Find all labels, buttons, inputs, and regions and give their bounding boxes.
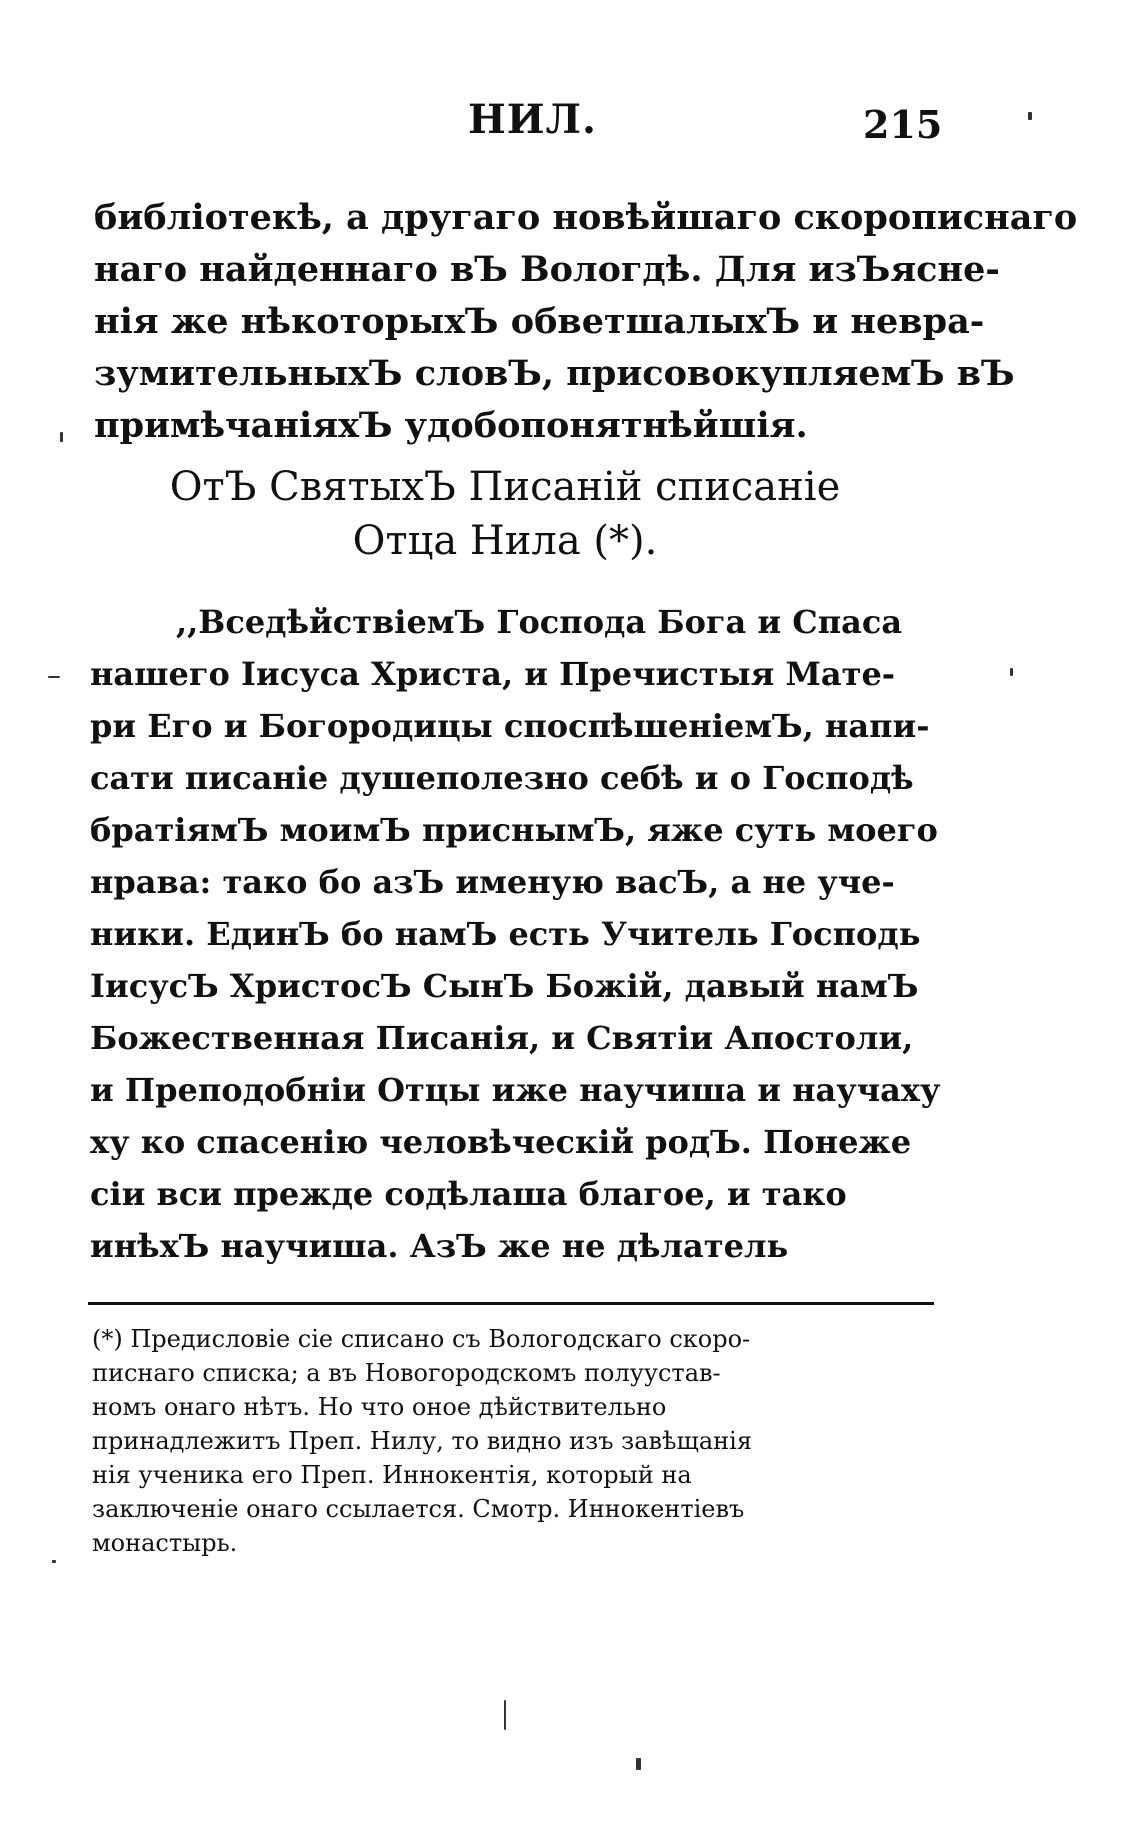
body-line: Божественная Писанія, и Святіи Апостоли, <box>90 1019 914 1057</box>
body-line: и Преподобніи Отцы иже научиша и научаху <box>90 1071 941 1109</box>
intro-line: наго найденнаго вЪ Вологдѣ. Для изЪясне- <box>94 249 1000 290</box>
body-line: ІисусЪ ХристосЪ СынЪ Божій, давый намЪ <box>90 967 919 1005</box>
running-head-title: НИЛ. <box>468 96 597 143</box>
footnote-line: заключеніе онаго ссылается. Смотр. Иннокентіевъ <box>92 1495 745 1523</box>
body-line: нрава: тако бо азЪ именую васЪ, а не уче- <box>90 863 895 901</box>
intro-line: примѣчаніяхЪ удобопонятнѣйшія. <box>94 405 808 446</box>
scan-speck <box>504 1700 506 1730</box>
footnote-line: принадлежитъ Преп. Нилу, то видно изъ завѣщанія <box>92 1427 752 1455</box>
footnote-line: (*) Предисловіе сіе списано съ Вологодскаго скоро- <box>92 1325 751 1353</box>
heading-line: Отца Нила (*). <box>352 518 658 564</box>
scan-speck <box>636 1758 641 1770</box>
running-head <box>0 96 1140 146</box>
body-line: сіи вси прежде содѣлаша благое, и тако <box>90 1175 847 1213</box>
body-line: нашего Іисуса Христа, и Пречистыя Мате- <box>90 655 896 693</box>
body-line: ники. ЕдинЪ бо намЪ есть Учитель Господь <box>90 915 921 953</box>
intro-paragraph <box>94 192 1078 452</box>
body-line: сати писаніе душеполезно себѣ и о Господѣ <box>90 759 914 797</box>
scan-speck <box>60 432 63 442</box>
main-paragraph <box>90 596 942 1272</box>
body-line: ри Его и Богородицы споспѣшеніемЪ, напи- <box>90 707 930 745</box>
scan-speck <box>1028 112 1032 120</box>
scan-speck <box>48 676 60 678</box>
page-number: 215 <box>863 102 943 147</box>
intro-line: зумительныхЪ словЪ, присовокупляемЪ вЪ <box>94 353 1015 394</box>
intro-line: нія же нѣкоторыхЪ обветшалыхЪ и невра- <box>94 301 985 342</box>
body-line: ,,ВседѣйствіемЪ Господа Бога и Спаса <box>176 603 903 641</box>
scan-speck <box>1010 668 1013 676</box>
section-heading <box>0 460 1010 568</box>
footnote-line: нія ученика его Преп. Иннокентія, который на <box>92 1461 692 1489</box>
footnote-line: писнаго списка; а въ Новогородскомъ полуустав- <box>92 1359 721 1387</box>
footnote-line: монастырь. <box>92 1529 238 1557</box>
footnote <box>92 1322 938 1560</box>
body-line: ху ко спасенію человѣческій родЪ. Понеже <box>90 1123 912 1161</box>
intro-line: библіотекѣ, а другаго новѣйшаго скорописнаго <box>94 197 1078 238</box>
body-line: братіямЪ моимЪ приснымЪ, яже суть моего <box>90 811 938 849</box>
footnote-divider <box>88 1302 934 1305</box>
body-line: инѣхЪ научиша. АзЪ же не дѣлатель <box>90 1227 789 1265</box>
scan-speck <box>52 1560 56 1563</box>
footnote-line: номъ онаго нѣтъ. Но что оное дѣйствительно <box>92 1393 667 1421</box>
heading-line: ОтЪ СвятыхЪ Писаній списаніе <box>169 464 841 510</box>
